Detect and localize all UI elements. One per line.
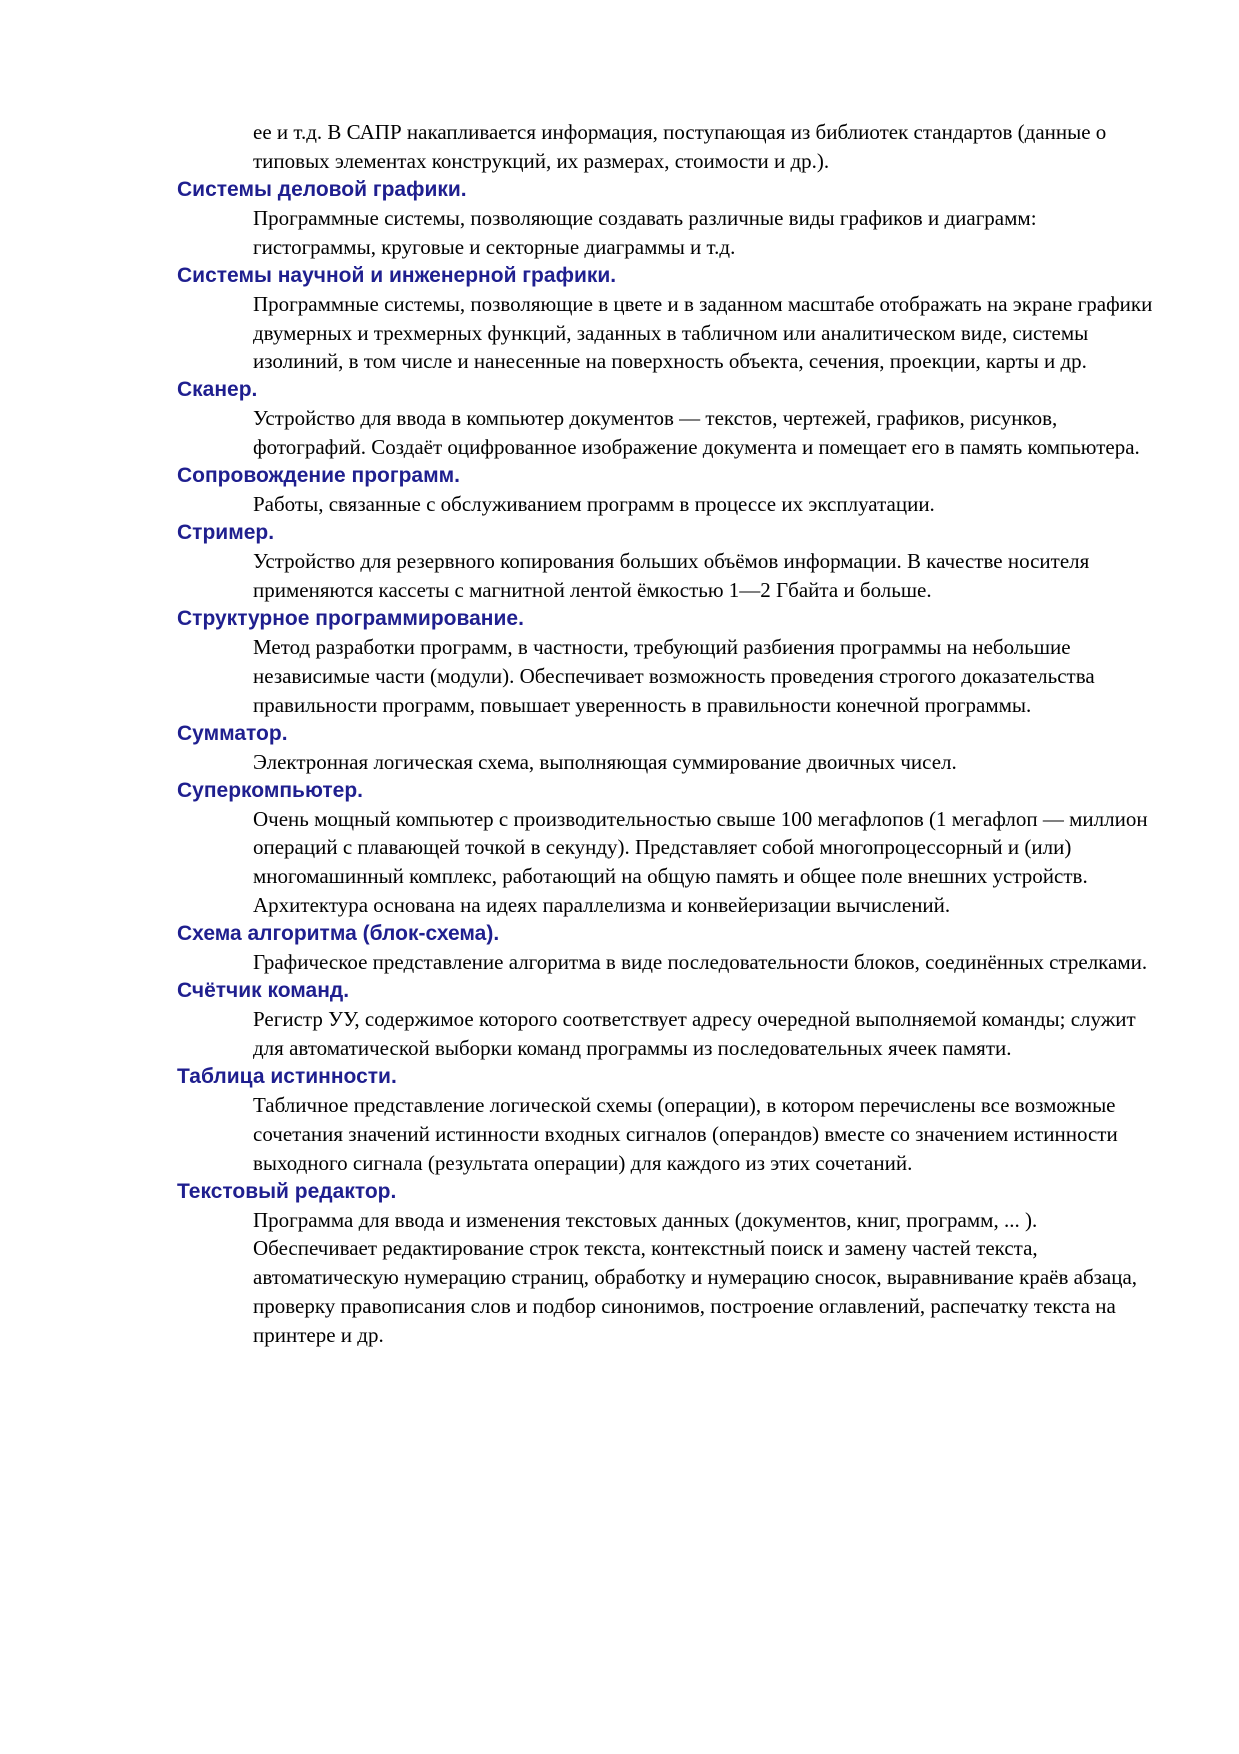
term-definition: Работы, связанные с обслуживанием программ в процессе их эксплуатации. (253, 492, 935, 517)
glossary-entry-structured-programming (177, 605, 1162, 720)
term-heading: Сопровождение программ. (177, 464, 461, 488)
glossary-entry-truth-table (177, 1063, 1162, 1178)
term-heading: Счётчик команд. (177, 979, 350, 1003)
term-definition: Устройство для ввода в компьютер документов — текстов, чертежей, графиков, рисунков, фотографий. Создаёт оцифрованное изображение документа и помещает его в память компьютера. (253, 406, 1140, 460)
term-definition: Табличное представление логической схемы (операции), в котором перечислены все возможные сочетания значений истинности входных сигналов (операндов) вместе со значением истинности выходного сигнала (результата операции) для каждого из этих сочетаний. (253, 1092, 1118, 1175)
intro-paragraph: ее и т.д. В САПР накапливается информация, поступающая из библиотек стандартов (данные о типовых элементах конструкций, их размерах, стоимости и др.). (253, 120, 1107, 173)
term-heading: Стример. (177, 521, 275, 545)
term-heading: Схема алгоритма (блок-схема). (177, 922, 500, 946)
term-heading: Сумматор. (177, 721, 288, 745)
term-definition: Очень мощный компьютер с производительностью свыше 100 мегафлопов (1 мегафлоп — миллион операций с плавающей точкой в секунду). Представляет собой многопроцессорный и (или) многомашинный комплекс, работающий на общую память и общее поле внешних устройств. Архитектура основана на идеях параллелизма и конвейеризации вычислений. (253, 806, 1148, 918)
term-heading: Системы деловой графики. (177, 177, 467, 201)
term-heading: Суперкомпьютер. (177, 778, 363, 802)
glossary-entry-streamer (177, 519, 1162, 605)
term-definition: Графическое представление алгоритма в виде последовательности блоков, соединённых стрелками. (253, 950, 1148, 975)
glossary-entry-text-editor (177, 1178, 1162, 1351)
glossary-entry-program-maintenance (177, 462, 1162, 519)
glossary-entry-program-counter (177, 977, 1162, 1063)
term-definition: Программа для ввода и изменения текстовых данных (документов, книг, программ, ... ). Обеспечивает редактирование строк текста, контекстный поиск и замену частей текста, автоматическую нумерацию страниц, обработку и нумерацию сносок, выравнивание краёв абзаца, проверку правописания слов и подбор синонимов, построение оглавлений, распечатку текста на принтере и др. (253, 1207, 1138, 1348)
term-heading: Структурное программирование. (177, 606, 524, 630)
term-heading: Сканер. (177, 378, 258, 402)
glossary-entry-business-graphics (177, 176, 1162, 262)
term-definition: Программные системы, позволяющие создавать различные виды графиков и диаграмм: гистограммы, круговые и секторные диаграммы и т.д. (253, 205, 1037, 259)
term-definition: Электронная логическая схема, выполняющая суммирование двоичных чисел. (253, 749, 957, 774)
glossary-entry-flowchart (177, 920, 1162, 977)
glossary-entry-supercomputer (177, 777, 1162, 921)
term-heading: Системы научной и инженерной графики. (177, 263, 617, 287)
glossary-content (177, 118, 1162, 1350)
term-definition: Программные системы, позволяющие в цвете и в заданном масштабе отображать на экране графики двумерных и трехмерных функций, заданных в табличном или аналитическом виде, системы изолиний, в том числе и нанесенные на поверхность объекта, сечения, проекции, карты и др. (253, 291, 1153, 374)
term-heading: Текстовый редактор. (177, 1179, 397, 1203)
glossary-entry-scanner (177, 376, 1162, 462)
term-definition: Устройство для резервного копирования больших объёмов информации. В качестве носителя применяются кассеты с магнитной лентой ёмкостью 1—2 Гбайта и больше. (253, 549, 1090, 602)
term-definition: Регистр УУ, содержимое которого соответствует адресу очередной выполняемой команды; служит для автоматической выборки команд программы из последовательных ячеек памяти. (253, 1007, 1136, 1060)
term-definition: Метод разработки программ, в частности, требующий разбиения программы на небольшие независимые части (модули). Обеспечивает возможность проведения строгого доказательства правильности программ, повышает уверенность в правильности конечной программы. (253, 634, 1095, 717)
term-heading: Таблица истинности. (177, 1064, 397, 1088)
glossary-entry-scientific-graphics (177, 262, 1162, 377)
glossary-entry-adder (177, 720, 1162, 777)
